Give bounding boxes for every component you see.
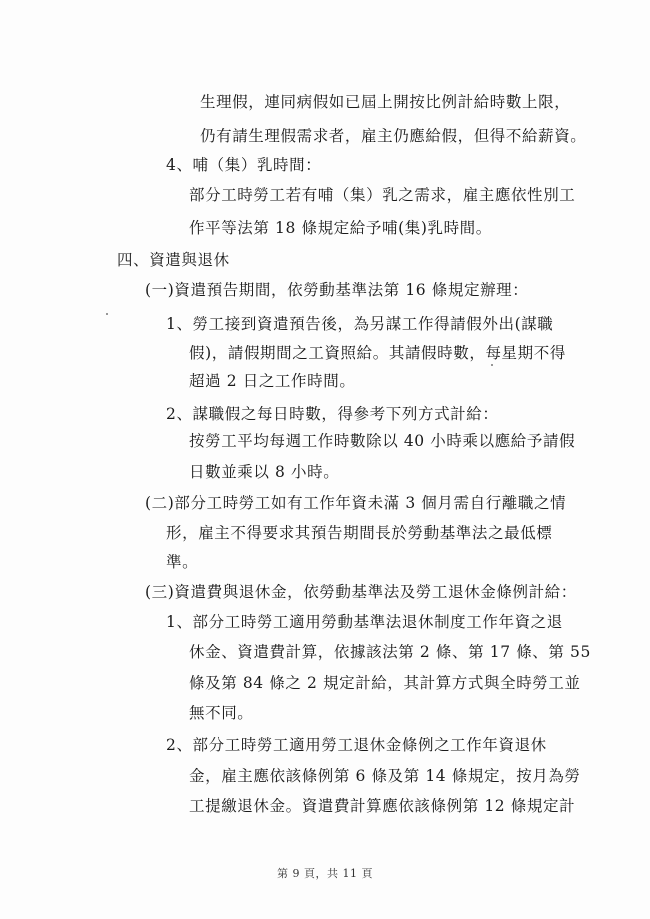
text-line: (一)資遣預告期間，依勞動基準法第 16 條規定辦理： bbox=[145, 281, 529, 299]
text-line: 工提繳退休金。資遣費計算應依該條例第 12 條規定計 bbox=[189, 797, 576, 815]
text-line: 2、謀職假之每日時數，得參考下列方式計給： bbox=[166, 405, 499, 423]
text-line: 生理假，連同病假如已屆上開按比例計給時數上限， bbox=[200, 93, 571, 111]
scan-speck bbox=[106, 313, 108, 315]
text-line: 2、部分工時勞工適用勞工退休金條例之工作年資退休 bbox=[166, 736, 547, 754]
page-footer: 第 9 頁，共 11 頁 bbox=[277, 867, 373, 880]
text-line: 作平等法第 18 條規定給予哺(集)乳時間。 bbox=[189, 219, 492, 237]
text-line: 條及第 84 條之 2 規定計給，其計算方式與全時勞工並 bbox=[189, 674, 581, 692]
text-line: 4、哺（集）乳時間： bbox=[166, 156, 322, 174]
text-line: 金，雇主應依該條例第 6 條及第 14 條規定，按月為勞 bbox=[189, 767, 581, 785]
text-line: 部分工時勞工若有哺（集）乳之需求，雇主應依性別工 bbox=[189, 186, 576, 204]
text-line: 無不同。 bbox=[189, 704, 254, 722]
text-line: 按勞工平均每週工作時數除以 40 小時乘以應給予請假 bbox=[189, 432, 576, 450]
section-heading: 四、資遣與退休 bbox=[117, 251, 230, 269]
text-line: 1、勞工接到資遣預告後，為另謀工作得請假外出(謀職 bbox=[166, 315, 554, 333]
text-line: 1、部分工時勞工適用勞動基準法退休制度工作年資之退 bbox=[166, 613, 563, 631]
text-line: (二)部分工時勞工如有工作年資未滿 3 個月需自行離職之情 bbox=[145, 494, 567, 512]
text-line: 超過 2 日之工作時間。 bbox=[189, 372, 356, 390]
text-line: 假)，請假期間之工資照給。其請假時數，每星期不得 bbox=[189, 344, 566, 362]
text-line: 形，雇主不得要求其預告期間長於勞動基準法之最低標 bbox=[166, 524, 553, 542]
text-line: 仍有請生理假需求者，雇主仍應給假，但得不給薪資。 bbox=[200, 127, 587, 145]
text-line: 日數並乘以 8 小時。 bbox=[189, 463, 340, 481]
text-line: (三)資遣費與退休金，依勞動基準法及勞工退休金條例計給： bbox=[145, 583, 577, 601]
text-line: 休金、資遣費計算，依據該法第 2 條、第 17 條、第 55 bbox=[189, 643, 591, 661]
scan-speck bbox=[491, 364, 493, 366]
text-line: 準。 bbox=[166, 553, 199, 571]
